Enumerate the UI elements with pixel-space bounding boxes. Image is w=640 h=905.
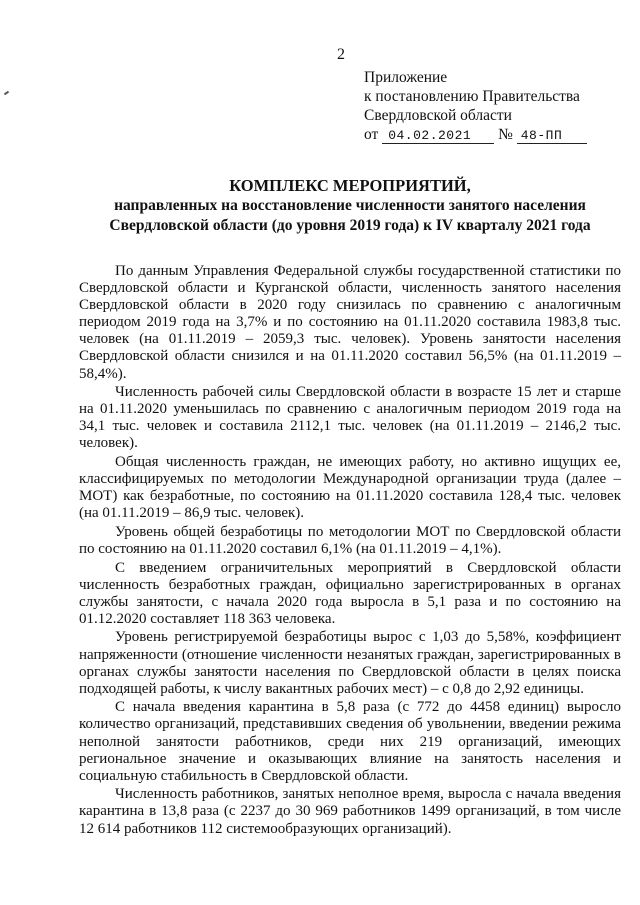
subtitle-line-1: направленных на восстановление численности занятого населения [114, 197, 586, 214]
appendix-line-1: Приложение [364, 69, 448, 86]
number-label: № [498, 126, 513, 143]
paragraph: Общая численность граждан, не имеющих работу, но активно ищущих ее, классифицируемых по методологии Международной организации труда (далее – МОТ) как безработные, по состоянию на 01.11.2020 составила 128,4 тыс. человек (на 01.11.2019 – 86,9 тыс. человек). [79, 454, 621, 522]
document-subtitle [80, 196, 620, 236]
paragraph: Уровень регистрируемой безработицы вырос с 1,03 до 5,58%, коэффициент напряженности (отношение численности незанятых граждан, зарегистрированных в органах службы занятости населения по Свердловской области в целях поиска подходящей работы, к числу вакантных рабочих мест) – с 0,8 до 2,92 единицы. [79, 629, 621, 697]
paragraph: По данным Управления Федеральной службы государственной статистики по Свердловской области и Курганской области, численность занятого населения Свердловской области в 2020 году снизилась по сравнению с аналогичным периодом 2019 года на 3,7% и по состоянию на 01.11.2020 составила 1983,8 тыс. человек (на 01.11.2019 – 2059,3 тыс. человек). Уровень занятости населения Свердловской области снизился и на 01.11.2020 составил 56,5% (на 01.11.2019 – 58,4%). [79, 263, 621, 382]
paragraph: Численность работников, занятых неполное время, выросла с начала введения карантина в 13,8 раза (с 2237 до 30 969 работников 1499 организаций, в том числе 12 614 работников 112 системообразующих организаций). [79, 786, 621, 837]
paragraph: Численность рабочей силы Свердловской области в возрасте 15 лет и старше на 01.11.2020 уменьшилась по сравнению с аналогичным периодом 2019 года на 34,1 тыс. человек и составила 2112,1 тыс. человек (на 01.11.2019 – 2146,2 тыс. человек). [79, 384, 621, 452]
subtitle-line-2: Свердловской области (до уровня 2019 года) к IV кварталу 2021 года [109, 217, 591, 234]
page-number: 2 [337, 46, 345, 63]
appendix-block [364, 68, 587, 144]
document-title: КОМПЛЕКС МЕРОПРИЯТИЙ, [229, 176, 471, 195]
paragraph: С введением ограничительных мероприятий в Свердловской области численность безработных граждан, официально зарегистрированных в органах службы занятости, с начала 2020 года выросла в 5,1 раза и по состоянию на 01.12.2020 составляет 118 363 человека. [79, 559, 621, 627]
paragraph: С начала введения карантина в 5,8 раза (с 772 до 4458 единиц) выросло количество организаций, представивших сведения об увольнении, введении режима неполной занятости работников, среди них 219 организаций, имеющих региональное значение и оказывающих влияние на занятость населения и социальную стабильность в Свердловской области. [79, 699, 621, 784]
appendix-date-line [364, 125, 587, 144]
scan-mark [4, 91, 9, 96]
paragraph: Уровень общей безработицы по методологии МОТ по Свердловской области по состоянию на 01.11.2020 составил 6,1% (на 01.11.2019 – 4,1%). [79, 523, 621, 557]
appendix-line-3: Свердловской области [364, 107, 512, 124]
appendix-line-2: к постановлению Правительства [364, 88, 580, 105]
document-date: 04.02.2021 [382, 129, 494, 144]
document-body [79, 263, 621, 839]
document-number: 48-ПП [517, 129, 587, 144]
from-label: от [364, 126, 379, 143]
